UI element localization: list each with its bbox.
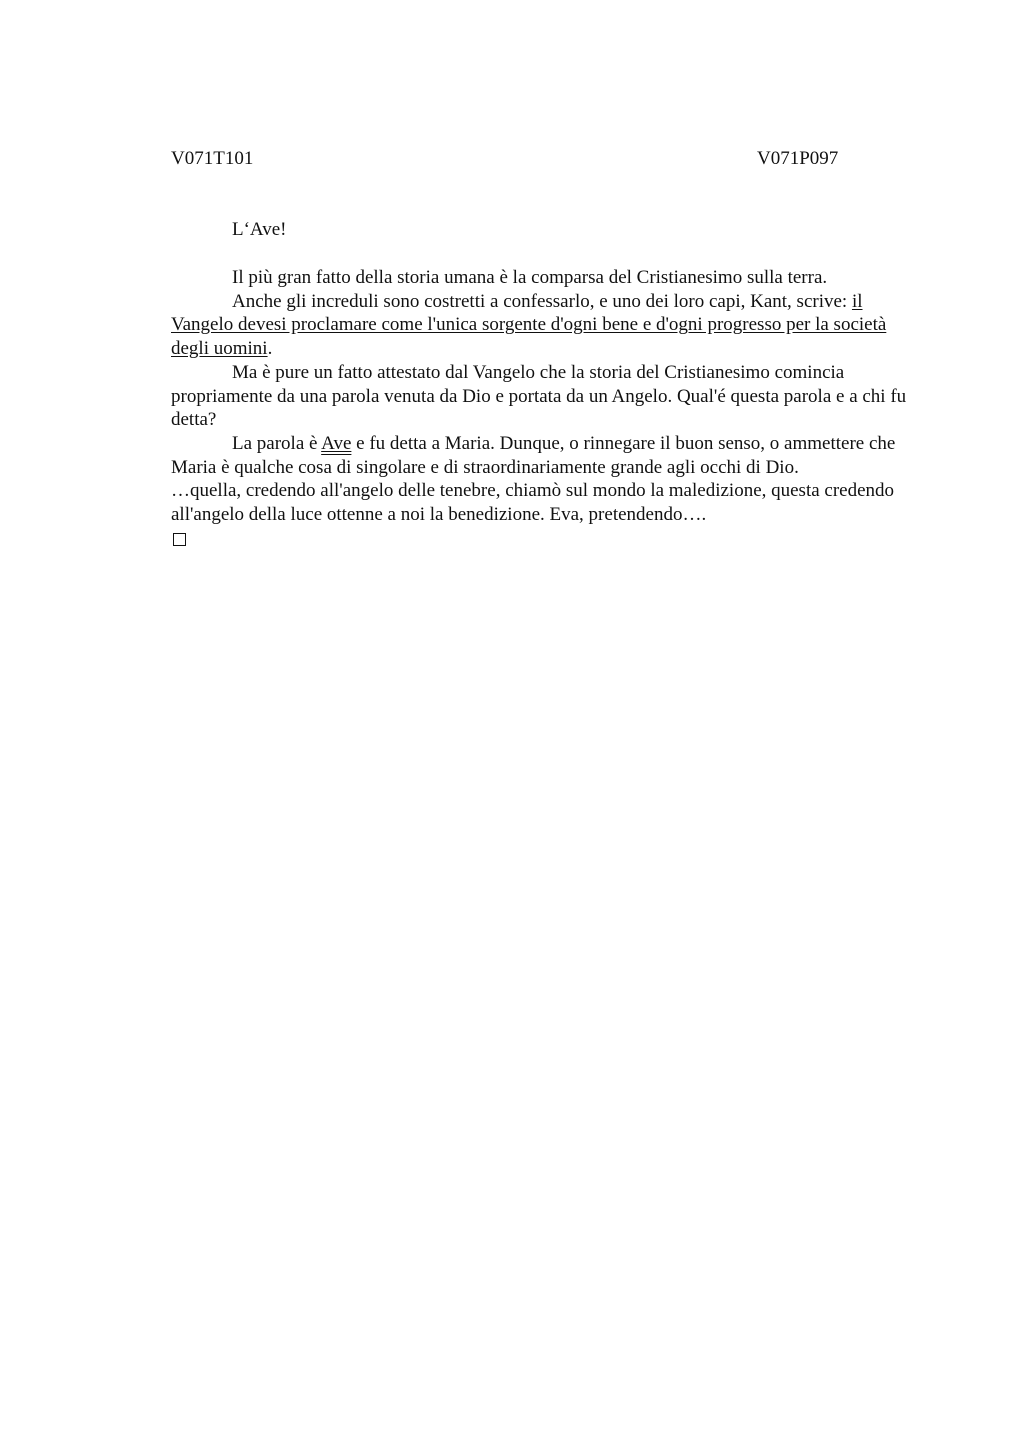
ave-word: Ave bbox=[321, 432, 352, 454]
document-code-right: V071P097 bbox=[757, 148, 839, 169]
document-code-left: V071T101 bbox=[171, 148, 254, 169]
paragraph-3: Ma è pure un fatto attestato dal Vangelo che la storia del Cristianesimo comincia propriamente da una parola venuta da Dio e portata da un Angelo. Qual'é questa parola e a chi fu detta? bbox=[171, 361, 907, 431]
paragraph-4-intro: La parola è bbox=[232, 432, 322, 454]
paragraph-5: …quella, credendo all'angelo delle tenebre, chiamò sul mondo la maledizione, questa credendo all'angelo della luce ottenne a noi la benedizione. Eva, pretendendo…. bbox=[171, 480, 895, 526]
paragraph-2-intro: Anche gli increduli sono costretti a confessarlo, e uno dei loro capi, Kant, scrive: bbox=[232, 290, 852, 312]
document-body bbox=[171, 266, 924, 552]
paragraph-2-end: . bbox=[267, 338, 273, 360]
paragraph-4-rest: e fu detta a Maria. Dunque, o rinnegare il buon senso, o ammettere che Maria è qualche cosa di singolare e di straordinariamente grande agli occhi di Dio. bbox=[171, 432, 896, 478]
kant-quote: il Vangelo devesi proclamare come l'unica sorgente d'ogni bene e d'ogni progresso per la società degli uomini bbox=[171, 290, 887, 360]
empty-square-icon bbox=[173, 533, 186, 546]
paragraph-1: Il più gran fatto della storia umana è la comparsa del Cristianesimo sulla terra. bbox=[232, 267, 828, 288]
paragraph-4 bbox=[171, 432, 924, 479]
document-title: L‘Ave! bbox=[232, 219, 287, 240]
paragraph-2 bbox=[171, 290, 924, 361]
